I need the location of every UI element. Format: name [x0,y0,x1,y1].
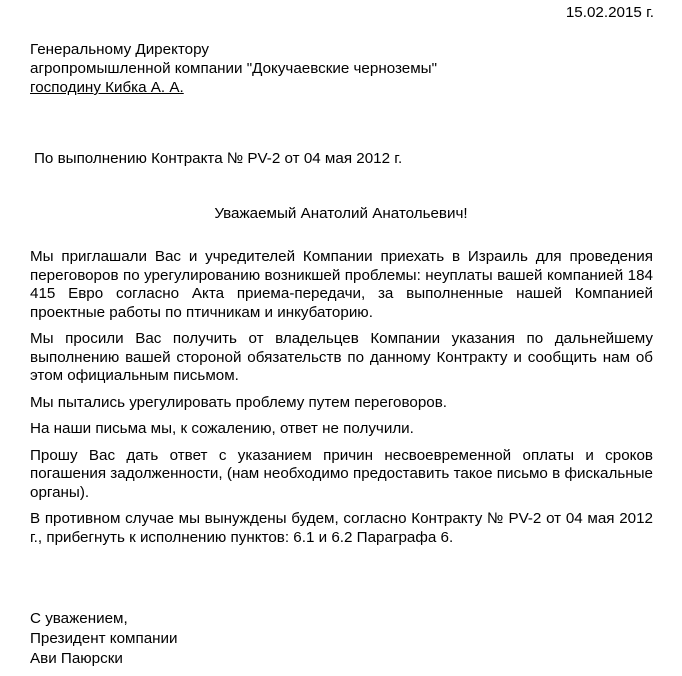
letter-subject: По выполнению Контракта № PV-2 от 04 мая 2012 г. [34,150,403,167]
closing-block [30,609,178,669]
letter-greeting: Уважаемый Анатолий Анатольевич! [214,205,468,222]
letter-date: 15.02.2015 г. [565,4,654,21]
body-paragraph: Мы приглашали Вас и учредителей Компании приехать в Израиль для проведения переговоров по урегулированию возникшей проблемы: неуплаты вашей компанией 184 415 Евро согласно Акта приема-передачи, за выполненные нашей Компанией проектные работы по птичникам и инкубаторию. [30,248,653,321]
addressee-company: агропромышленной компании "Докучаевские черноземы" [30,60,437,77]
body-paragraph: В противном случае мы вынуждены будем, согласно Контракту № PV-2 от 04 мая 2012 г., прибегнуть к исполнению пунктов: 6.1 и 6.2 Параграфа 6. [30,510,653,546]
addressee-title: Генеральному Директору [30,41,209,58]
body-paragraph: На наши письма мы, к сожалению, ответ не получили. [30,420,414,437]
addressee-block [30,40,437,97]
signer-name: Ави Паюрски [30,650,123,667]
closing-regards: С уважением, [30,610,128,627]
signer-position: Президент компании [30,630,178,647]
letter-body [30,248,653,555]
body-paragraph: Мы пытались урегулировать проблему путем переговоров. [30,393,448,411]
body-paragraph: Прошу Вас дать ответ с указанием причин несвоевременной оплаты и сроков погашения задолженности, (нам необходимо предоставить такое письмо в фискальные органы). [30,446,653,501]
body-paragraph: Мы просили Вас получить от владельцев Компании указания по дальнейшему выполнению вашей стороной обязательств по данному Контракту и сообщить нам об этом официальным письмом. [30,330,653,384]
addressee-name: господину Кибка А. А. [30,79,184,96]
